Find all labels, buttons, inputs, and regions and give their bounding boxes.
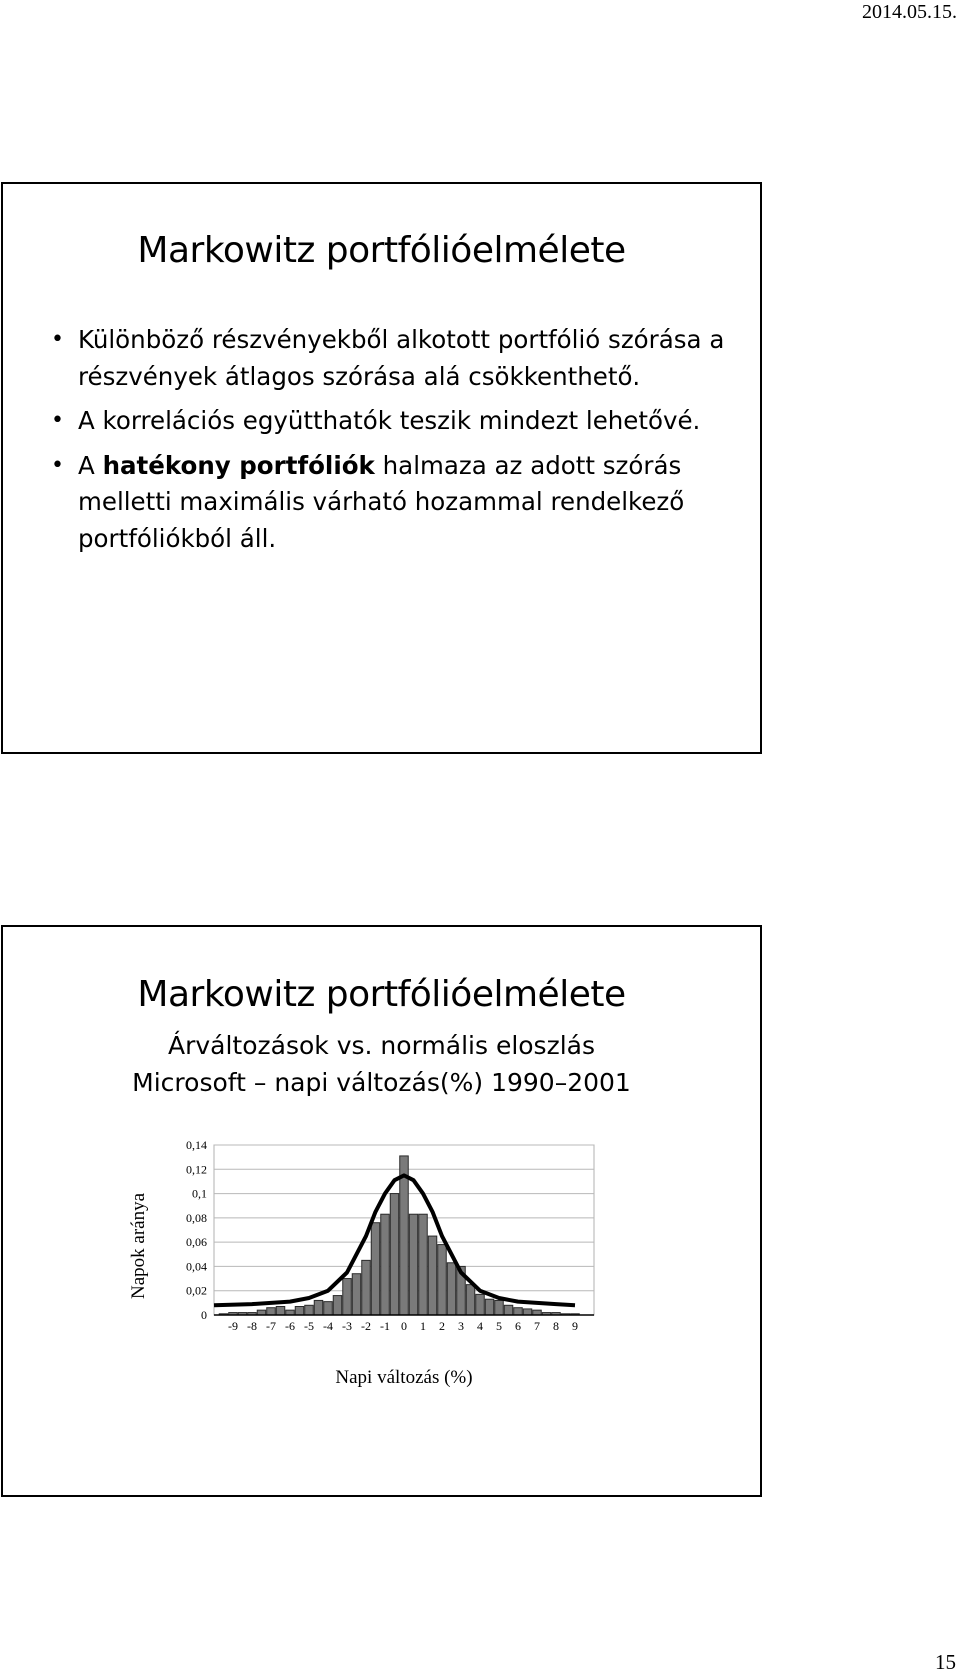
slide-title: Markowitz portfólióelmélete <box>137 974 626 1015</box>
histogram-bar <box>476 1294 485 1315</box>
x-tick-label: -3 <box>342 1319 352 1333</box>
x-tick-label: 6 <box>515 1319 521 1333</box>
x-tick-label: -8 <box>247 1319 257 1333</box>
y-tick-label: 0,02 <box>186 1283 207 1298</box>
bullet-text-bold: hatékony portfóliók <box>102 450 375 480</box>
x-tick-label: 1 <box>420 1319 426 1333</box>
histogram-bar <box>276 1307 285 1316</box>
histogram-bar <box>371 1223 380 1315</box>
histogram-bar <box>438 1245 447 1315</box>
x-tick-label: 4 <box>477 1319 483 1333</box>
histogram-bar <box>324 1302 333 1315</box>
x-tick-label: -1 <box>380 1319 390 1333</box>
histogram-bar <box>400 1156 409 1315</box>
slide-subtitle: Árváltozások vs. normális eloszlás <box>167 1031 595 1060</box>
histogram-bar <box>504 1305 513 1315</box>
y-tick-label: 0,08 <box>186 1210 207 1225</box>
x-tick-label: 5 <box>496 1319 502 1333</box>
histogram-bar <box>305 1305 314 1315</box>
y-tick-label: 0,06 <box>186 1235 207 1250</box>
histogram-bar <box>514 1308 523 1315</box>
slide-subtitle-2: Microsoft – napi változás(%) 1990–2001 <box>132 1068 631 1097</box>
x-tick-label: 9 <box>572 1319 578 1333</box>
bullet-icon: • <box>51 327 64 352</box>
histogram-bar <box>343 1279 352 1315</box>
x-tick-label: -2 <box>361 1319 371 1333</box>
x-tick-label: -6 <box>285 1319 295 1333</box>
x-tick-label: 0 <box>401 1319 407 1333</box>
slide-title: Markowitz portfólióelmélete <box>137 230 626 271</box>
histogram-bar <box>352 1274 361 1315</box>
bullet-list <box>47 322 740 565</box>
histogram-bar <box>523 1309 532 1315</box>
histogram-bar <box>381 1214 390 1315</box>
histogram-chart <box>3 927 760 1495</box>
histogram-bar <box>314 1300 323 1315</box>
x-tick-label: -7 <box>266 1319 276 1333</box>
histogram-bar <box>466 1285 475 1315</box>
y-tick-label: 0,1 <box>192 1186 207 1201</box>
histogram-bar <box>495 1300 504 1315</box>
y-tick-label: 0 <box>201 1308 207 1322</box>
bullet-item <box>47 322 740 395</box>
x-tick-label: -9 <box>228 1319 238 1333</box>
histogram-bar <box>419 1214 428 1315</box>
histogram-bar <box>267 1308 276 1315</box>
histogram-bar <box>295 1307 304 1316</box>
x-tick-label: 7 <box>534 1319 540 1333</box>
header-date: 2014.05.15. <box>862 1 957 23</box>
y-axis-label: Napok aránya <box>128 1192 149 1300</box>
x-tick-label: -5 <box>304 1319 314 1333</box>
bullet-text: A korrelációs együtthatók teszik mindezt lehetővé. <box>78 406 701 435</box>
bullet-item <box>47 448 740 558</box>
x-axis-label: Napi változás (%) <box>335 1367 473 1388</box>
slide-1 <box>1 182 762 754</box>
page-number: 15 <box>935 1650 956 1674</box>
histogram-bar <box>362 1260 371 1315</box>
bullet-item <box>47 403 740 440</box>
y-tick-label: 0,04 <box>186 1259 207 1274</box>
histogram-bar <box>409 1214 418 1315</box>
x-tick-label: -4 <box>323 1319 333 1333</box>
y-tick-label: 0,12 <box>186 1162 207 1177</box>
x-tick-label: 8 <box>553 1319 559 1333</box>
bullet-icon: • <box>51 452 64 478</box>
y-tick-label: 0,14 <box>186 1138 207 1152</box>
bullet-text-post: halmaza az adott szórás melletti maximális várható hozammal rendelkező portfóliókból áll. <box>78 450 685 553</box>
bullet-text-pre: A <box>78 450 103 480</box>
histogram-bar <box>428 1236 437 1315</box>
bullet-text: Különböző részvényekből alkotott portfólió szórása a részvények átlagos szórása alá csökkenthető. <box>78 325 725 391</box>
histogram-bar <box>390 1194 399 1315</box>
histogram-bar <box>447 1263 456 1315</box>
histogram-bar <box>333 1296 342 1315</box>
x-tick-label: 3 <box>458 1319 464 1333</box>
bullet-icon: • <box>51 408 64 433</box>
x-tick-label: 2 <box>439 1319 445 1333</box>
slide-2 <box>1 925 762 1497</box>
histogram-bar <box>485 1299 494 1315</box>
